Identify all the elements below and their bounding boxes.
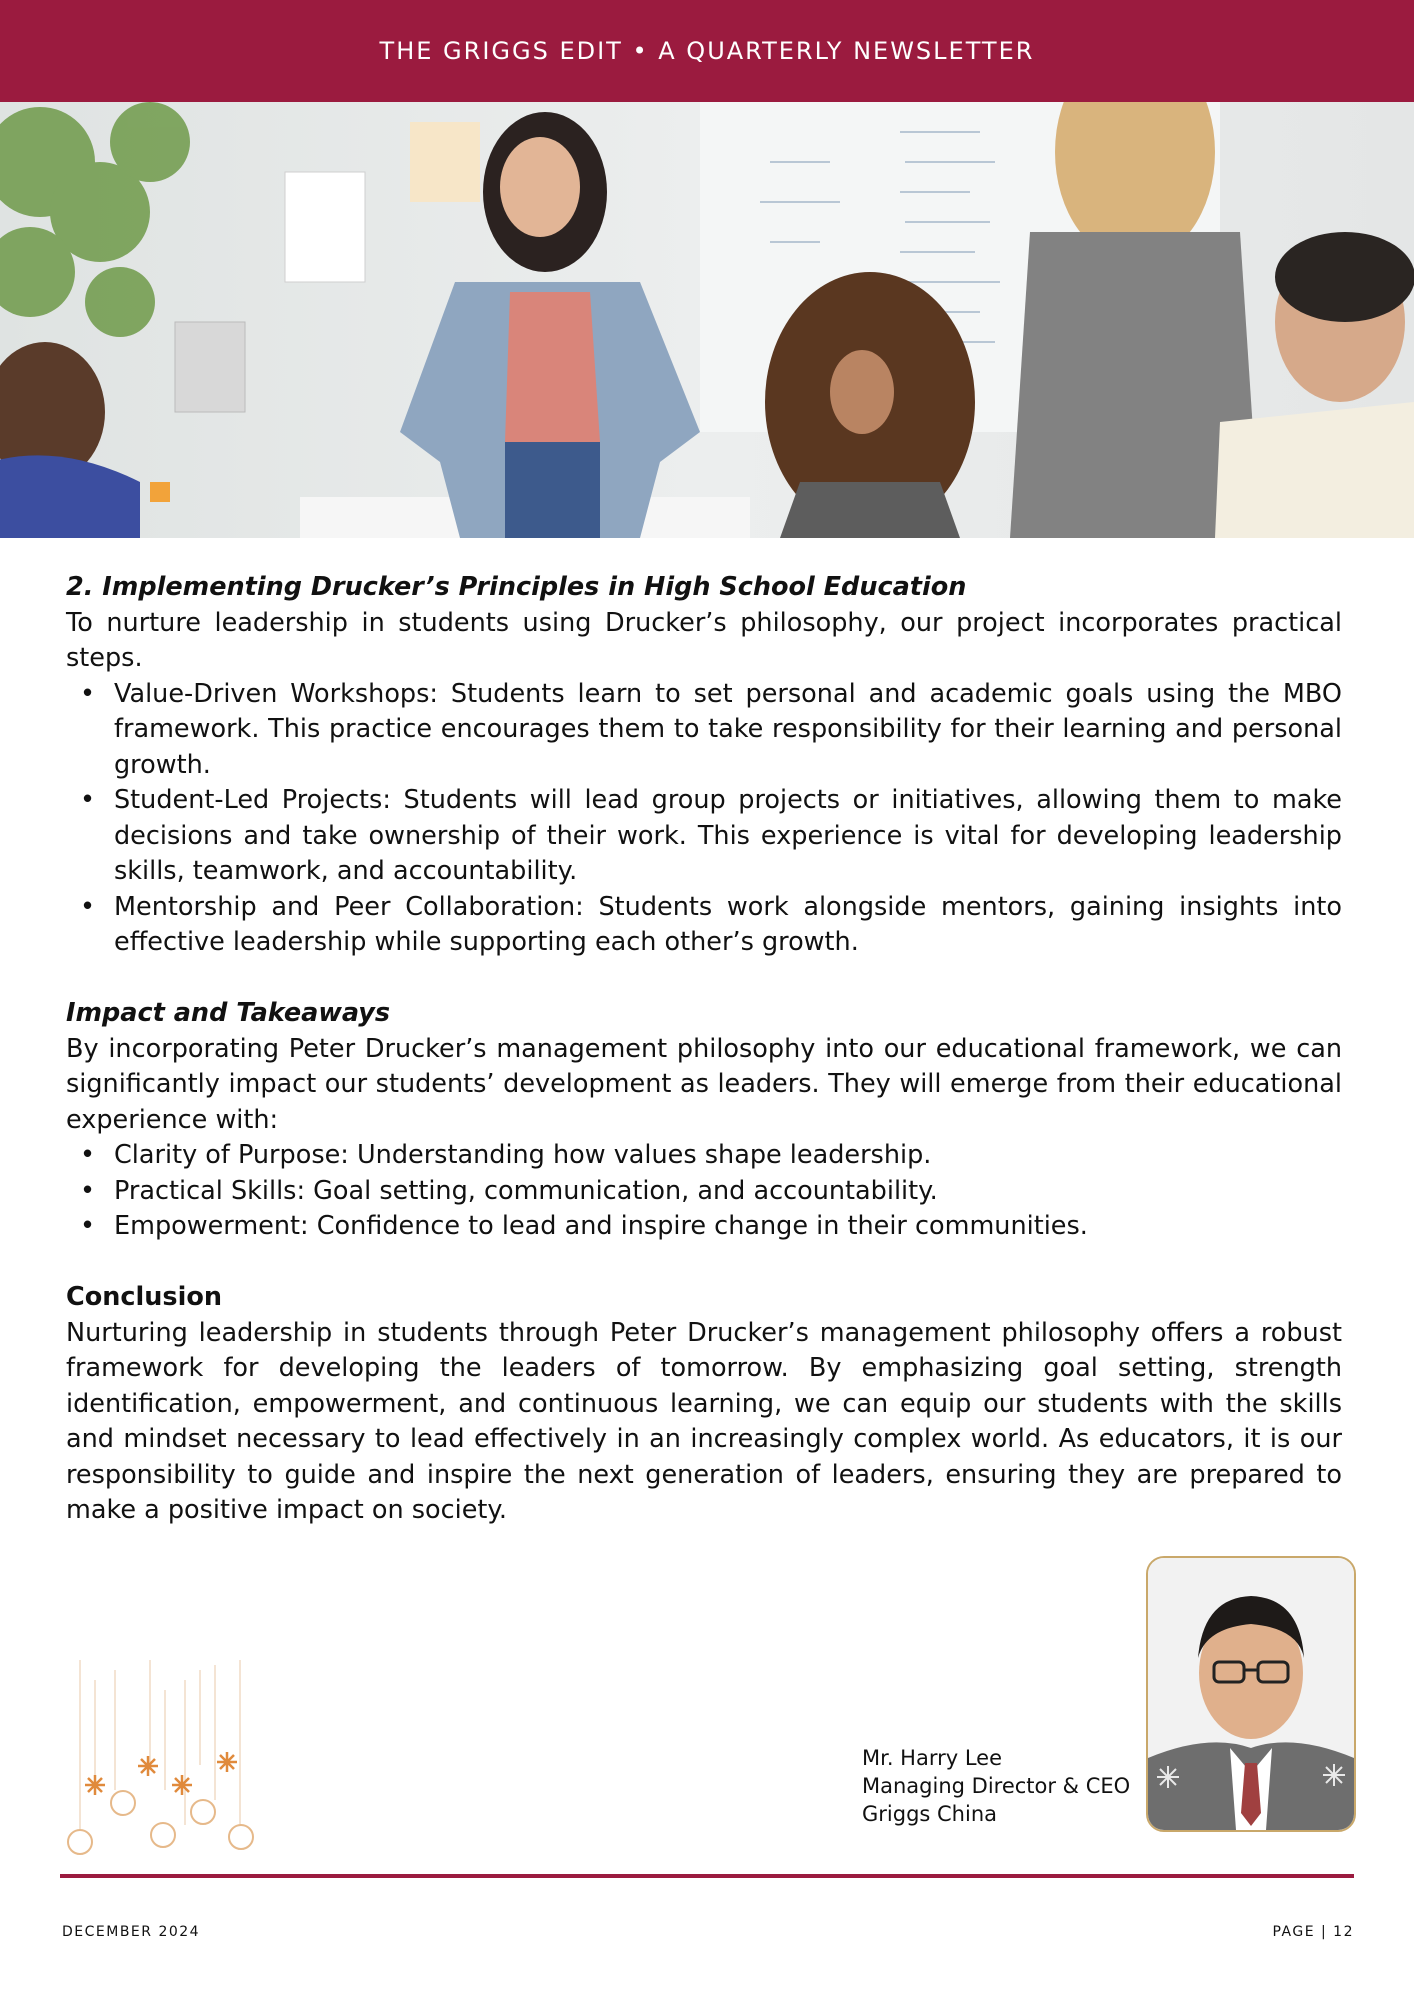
footer-page-number: PAGE | 12: [1272, 1924, 1354, 1940]
implementing-intro: To nurture leadership in students using Drucker’s philosophy, our project incorporates practical steps.: [66, 607, 1342, 673]
list-item: • Empowerment: Confidence to lead and inspire change in their communities.: [114, 1209, 1342, 1245]
section-heading-conclusion: Conclusion: [66, 1282, 222, 1312]
footer-date: DECEMBER 2024: [62, 1924, 201, 1940]
list-item: • Practical Skills: Goal setting, communication, and accountability.: [114, 1174, 1342, 1210]
section-heading-implementing: 2. Implementing Drucker’s Principles in High School Education: [66, 572, 967, 602]
implementing-list: [66, 677, 1342, 961]
hero-illustration: [0, 102, 1414, 538]
signature-block: [862, 1744, 1130, 1828]
article-body: [66, 570, 1342, 1529]
impact-intro: By incorporating Peter Drucker’s management philosophy into our educational framework, we can significantly impact our students’ development as leaders. They will emerge from their educational experience with:: [66, 1033, 1342, 1135]
footer-divider: [60, 1874, 1354, 1878]
signature-role: Managing Director & CEO: [862, 1774, 1131, 1798]
list-item: • Mentorship and Peer Collaboration: Students work alongside mentors, gaining insights into effective leadership while supporting each other’s growth.: [114, 890, 1342, 961]
list-item: • Student-Led Projects: Students will lead group projects or initiatives, allowing them to make decisions and take ownership of their work. This experience is vital for developing leadership skills, teamwork, and accountability.: [114, 783, 1342, 890]
impact-list: [66, 1138, 1342, 1245]
hero-photo-classroom: [0, 102, 1414, 538]
hanging-ornaments-decoration: [60, 1660, 270, 1860]
conclusion-body: Nurturing leadership in students through Peter Drucker’s management philosophy offers a robust framework for developing the leaders of tomorrow. By emphasizing goal setting, strength identification, empowerment, and continuous learning, we can equip our students with the skills and mindset necessary to lead effectively in an increasingly complex world. As educators, it is our responsibility to guide and inspire the next generation of leaders, ensuring they are prepared to make a positive impact on society.: [66, 1317, 1342, 1525]
ceo-portrait: [1146, 1556, 1356, 1832]
section-heading-impact: Impact and Takeaways: [66, 998, 391, 1028]
newsletter-title: THE GRIGGS EDIT • A QUARTERLY NEWSLETTER: [379, 37, 1035, 65]
signature-company: Griggs China: [862, 1802, 998, 1826]
list-item: • Clarity of Purpose: Understanding how values shape leadership.: [114, 1138, 1342, 1174]
signature-name: Mr. Harry Lee: [862, 1746, 1003, 1770]
list-item: • Value-Driven Workshops: Students learn to set personal and academic goals using the MBO framework. This practice encourages them to take responsibility for their learning and personal growth.: [114, 677, 1342, 784]
header-banner: [0, 0, 1414, 102]
